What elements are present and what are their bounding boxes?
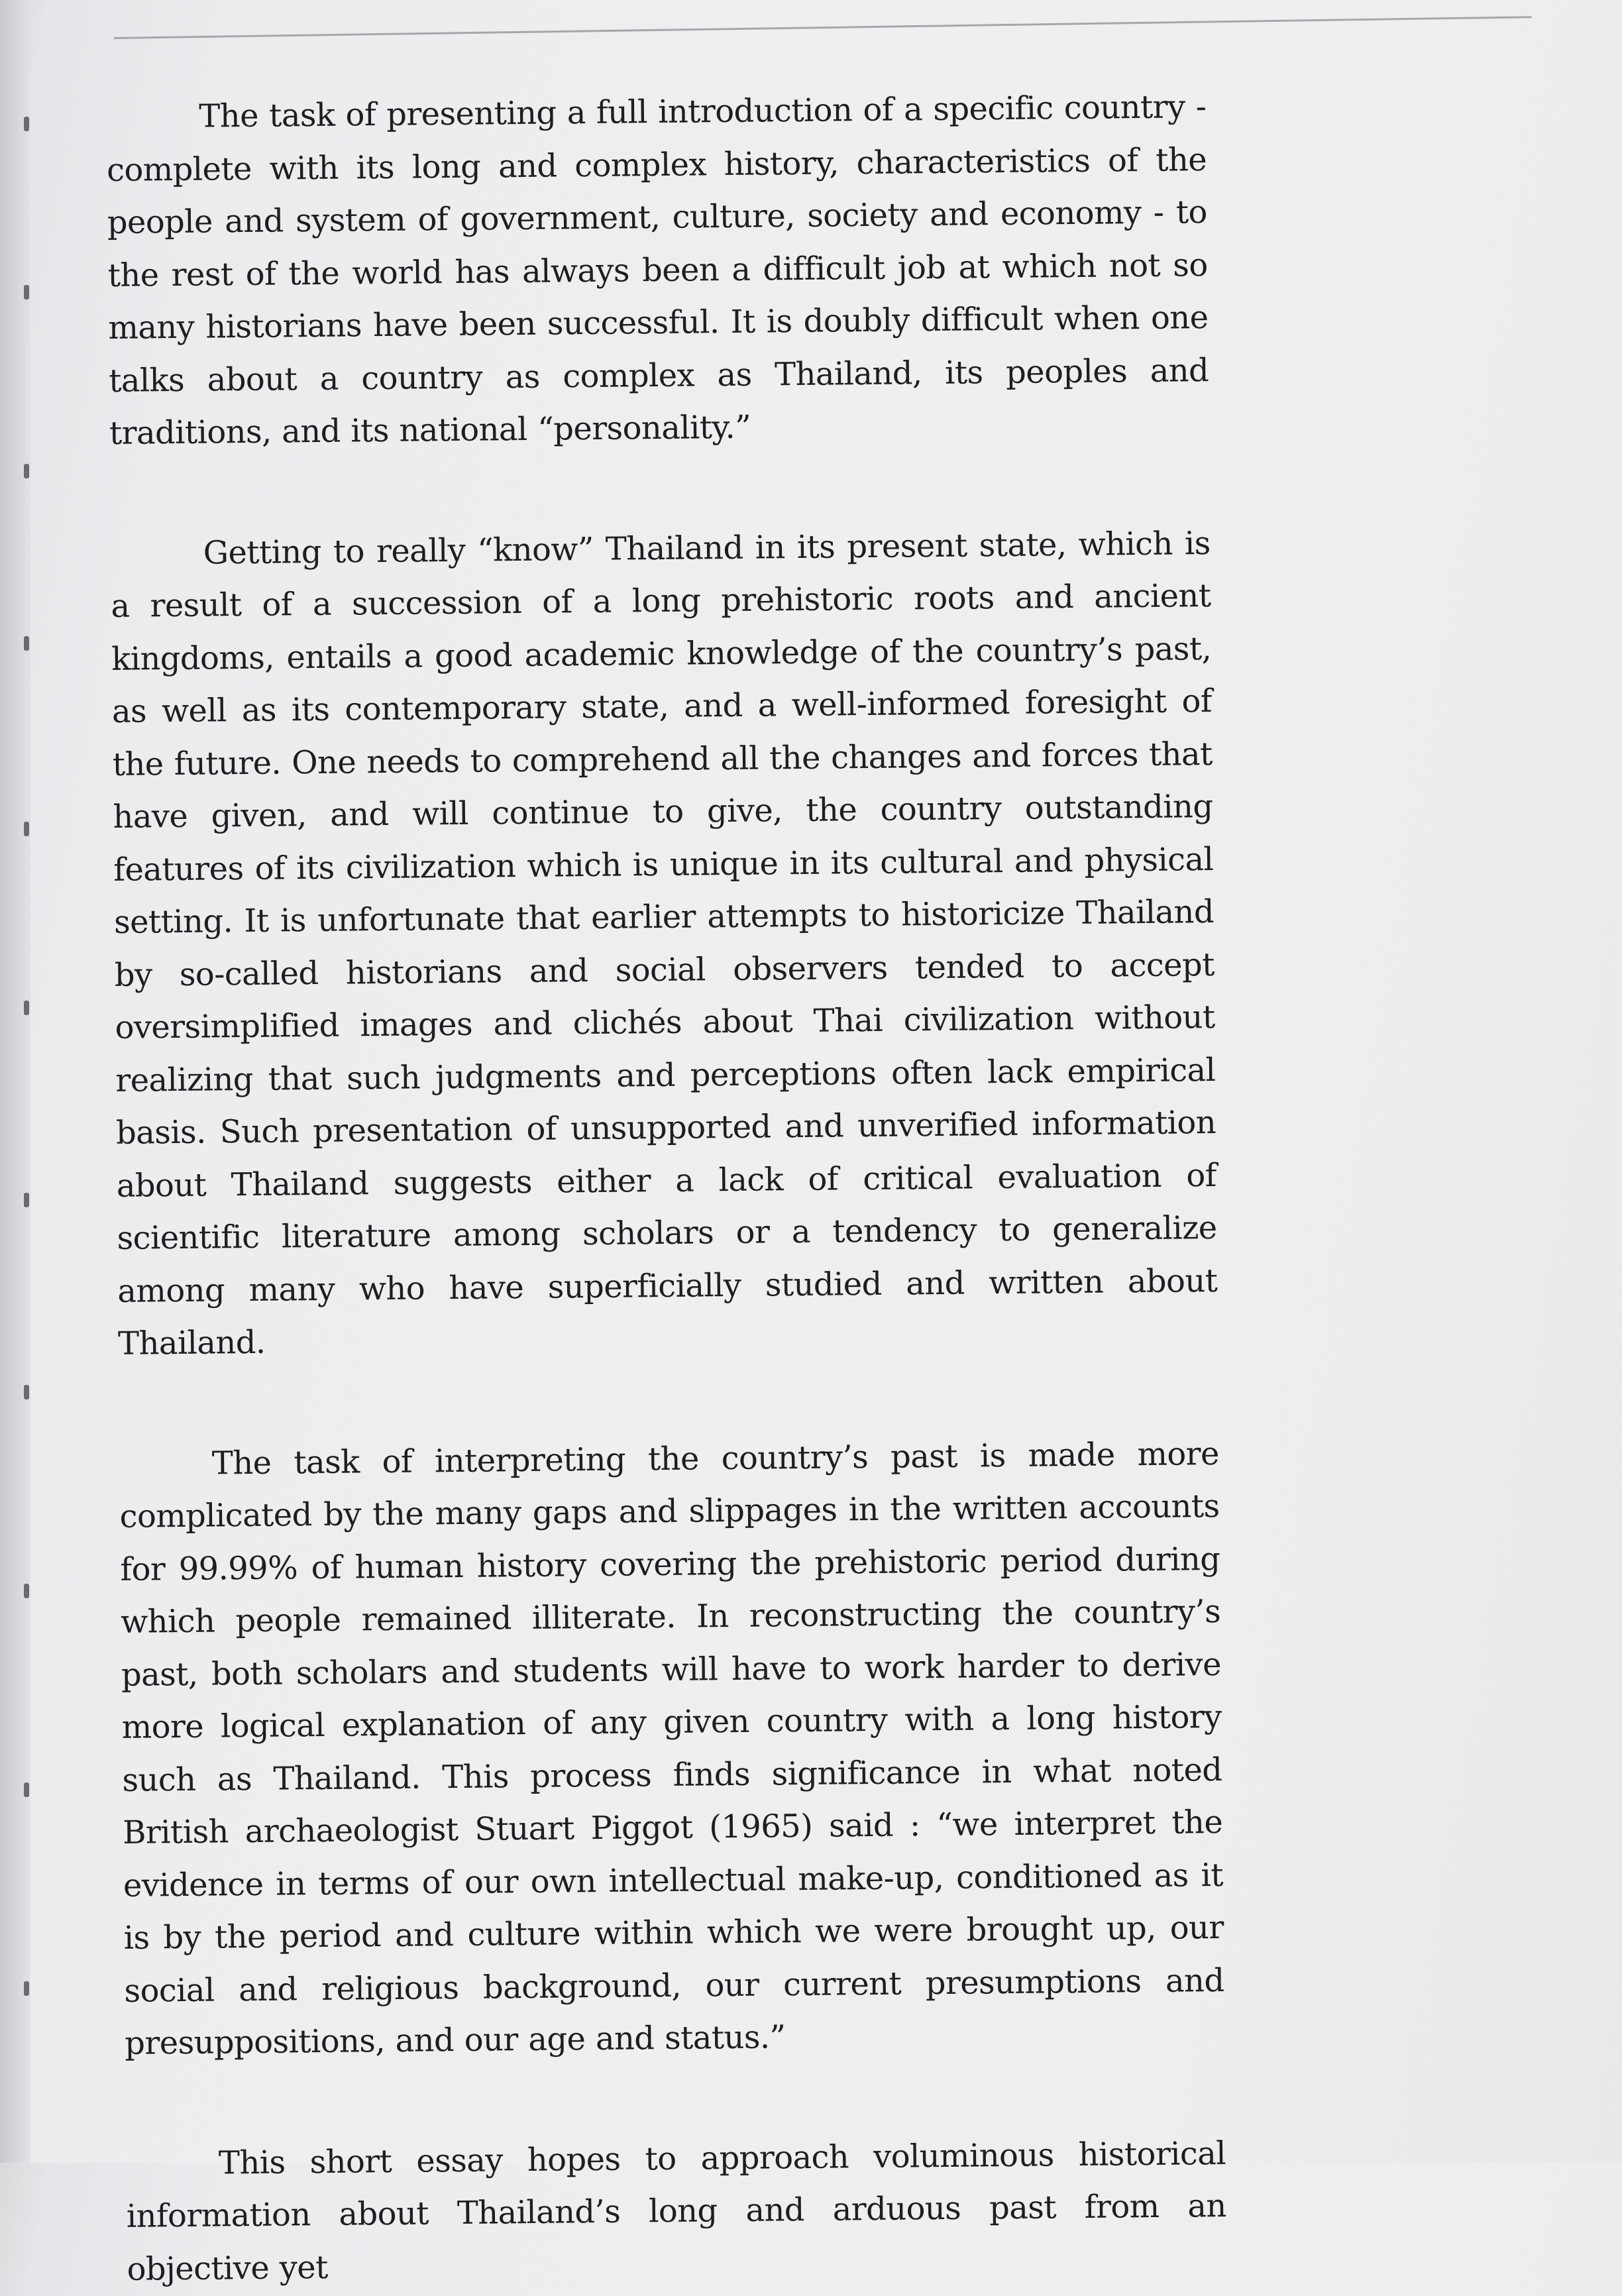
body-text: [106, 81, 1227, 2296]
binding-stitch: [24, 822, 29, 836]
binding-stitch: [24, 1981, 29, 1996]
paragraph-1: The task of presenting a full introduction of a specific country - complete with its long and complex history, characteristics of the people and system of government, culture, society and economy - to the rest of the world has always been a difficult job at which not so many historians have been successful. It is doubly difficult when one talks about a country as complex as Thailand, its peoples and traditions, and its national “personality.”: [106, 88, 1209, 452]
paragraph-3: The task of interpreting the country’s past is made more complicated by the many gaps and slippages in the written accounts for 99.99% of human history covering the prehistoric period during which people remained illiterate. In reconstructing the country’s past, both scholars and students will have to work harder to derive more logical explanation of any given country with a long history such as Thailand. This process finds significance in what noted British archaeologist Stuart Piggot (1965) said : “we interpret the evidence in terms of our own intellectual make-up, conditioned as it is by the period and culture within which we were brought up, our social and religious background, our current presumptions and presuppositions, and our age and status.”: [119, 1435, 1224, 2062]
binding-stitch: [24, 1193, 29, 1207]
binding-stitch: [24, 1385, 29, 1399]
binding-stitch: [24, 1001, 29, 1015]
header-rule: [114, 16, 1532, 39]
binding-stitch: [24, 117, 29, 131]
binding-stitch: [24, 636, 29, 651]
paragraph-4: This short essay hopes to approach voluminous historical information about Thailand’s long and arduous past from an objective yet: [126, 2134, 1226, 2288]
binding-stitch: [24, 285, 29, 300]
paragraph-2: Getting to really “know” Thailand in its present state, which is a result of a succession of a long prehistoric roots and ancient kingdoms, entails a good academic knowledge of the country’s past, as well as its contemporary state, and a well-informed foresight of the future. One needs to comprehend all the changes and forces that have given, and will continue to give, the country outstanding features of its civilization which is unique in its cultural and physical setting. It is unfortunate that earlier attempts to historicize Thailand by so-called historians and social observers tended to accept oversimplified images and clichés about Thai civilization without realizing that such judgments and perceptions often lack empirical basis. Such presentation of unsupported and unverified information about Thailand suggests either a lack of critical evaluation of scientific literature among scholars or a tendency to generalize among many who have superficially studied and written about Thailand.: [111, 524, 1218, 1362]
binding-stitch: [24, 464, 29, 478]
book-binding: [0, 0, 30, 2163]
binding-stitch: [24, 1782, 29, 1797]
binding-stitch: [24, 1584, 29, 1598]
